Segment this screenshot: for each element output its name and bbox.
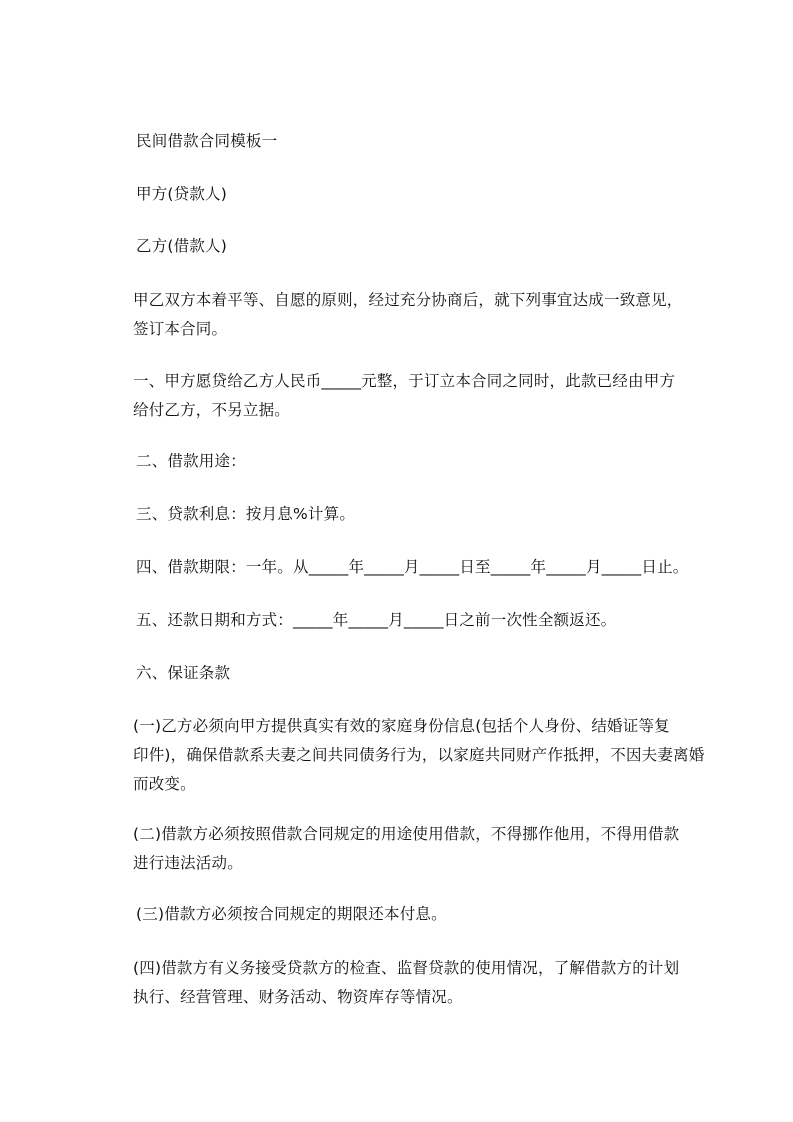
guarantee-1-line-1: (一)乙方必须向甲方提供真实有效的家庭身份信息(包括个人身份、结婚证等复 [133,717,670,735]
guarantee-2-line-2: 进行违法活动。 [133,854,243,872]
clause-2: 二、借款用途： [136,452,246,470]
guarantee-4-line-1: (四)借款方有义务接受贷款方的检查、监督贷款的使用情况，了解借款方的计划 [133,959,680,977]
clause-5: 五、还款日期和方式：_____年_____月_____日之前一次性全额返还。 [136,611,617,629]
clause-3: 三、贷款利息：按月息%计算。 [136,505,356,523]
clause-1-line-2: 给付乙方，不另立据。 [133,401,291,419]
guarantee-4-paragraph [133,954,705,1012]
clause-4: 四、借款期限：一年。从_____年_____月_____日至_____年_____月_____日止。 [136,558,689,576]
guarantee-1-line-2: 印件)，确保借款系夫妻之间共同债务行为，以家庭共同财产作抵押，不因夫妻离婚 [133,746,705,764]
clause-1-line-1: 一、甲方愿贷给乙方人民币_____元整，于订立本合同之同时，此款已经由甲方 [133,372,676,390]
guarantee-2-paragraph [133,820,705,878]
intro-paragraph [133,286,705,344]
party-a-label: 甲方(贷款人) [136,185,227,203]
party-b-label: 乙方(借款人) [136,237,227,255]
guarantee-1-paragraph [133,712,705,799]
guarantee-2-line-1: (二)借款方必须按照借款合同规定的用途使用借款，不得挪作他用，不得用借款 [133,825,680,843]
guarantee-4-line-2: 执行、经营管理、财务活动、物资库存等情况。 [133,988,463,1006]
guarantee-3: (三)借款方必须按合同规定的期限还本付息。 [136,905,447,923]
document-title: 民间借款合同模板一 [136,132,278,150]
clause-6-heading: 六、保证条款 [136,664,231,682]
guarantee-1-line-3: 而改变。 [133,775,196,793]
clause-1-paragraph [133,367,705,425]
intro-line-1: 甲乙双方本着平等、自愿的原则，经过充分协商后，就下列事宜达成一致意见， [133,291,683,309]
intro-line-2: 签订本合同。 [133,320,228,338]
